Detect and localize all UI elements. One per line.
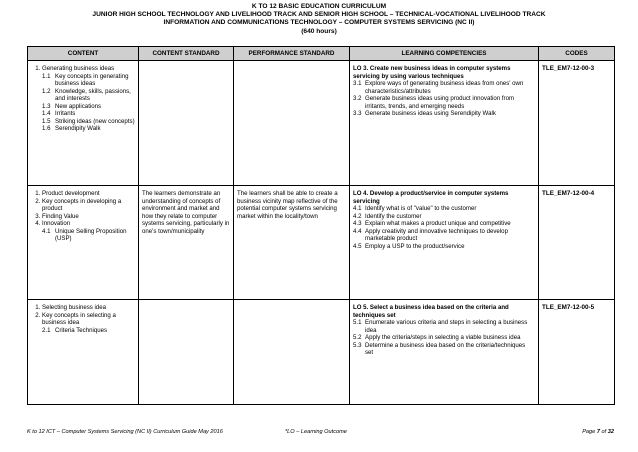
content-subitem: 1.6 Serendipity Walk	[42, 125, 101, 132]
content-item: 1. Product development	[42, 190, 135, 198]
content-cell	[28, 61, 139, 186]
competency-item: 4.2 Identify the customer	[353, 212, 422, 220]
header-hours: (640 hours)	[301, 27, 337, 35]
competency-item: 4.3 Explain what makes a product unique and competitive	[353, 220, 511, 227]
content-item: 3. Finding Value	[42, 213, 135, 221]
learning-outcome-title: LO 5. Select a business idea based on the criteria and techniques set	[353, 304, 509, 319]
competency-item: 3.3 Generate business ideas using Serendipity Walk	[353, 110, 496, 117]
table-row	[28, 61, 615, 186]
content-item: 4. Innovation 4.1 Unique Selling Proposition (USP)	[42, 220, 135, 243]
competency-item: 3.1 Explore ways of generating business ideas from ones' own characteristics/attributes	[353, 80, 524, 95]
learning-competencies-cell	[350, 300, 539, 405]
competency-item: 5.3 Determine a business idea based on the criteria/techniques set	[353, 341, 526, 356]
footer-guide-title: K to 12 ICT – Computer Systems Servicing (NC II) Curriculum Guide May 2016	[27, 429, 223, 435]
header-specialization: INFORMATION AND COMMUNICATIONS TECHNOLOGY – COMPUTER SYSTEMS SERVICING (NC II)	[163, 19, 475, 27]
learning-competencies-cell	[350, 61, 539, 186]
column-header-content-standard: CONTENT STANDARD	[139, 47, 234, 61]
footer-page-number: Page 7 of 32	[582, 429, 614, 435]
competency-item: 4.1 Identify what is of "value" to the customer	[353, 205, 477, 212]
header-track: JUNIOR HIGH SCHOOL TECHNOLOGY AND LIVELIHOOD TRACK AND SENIOR HIGH SCHOOL – TECHNICAL-VOCATIONAL LIVELIHOOD TRACK	[92, 11, 546, 19]
header-title: K TO 12 BASIC EDUCATION CURRICULUM	[251, 3, 387, 10]
content-subitem: 4.1 Unique Selling Proposition (USP)	[42, 227, 127, 242]
learning-competencies-cell	[350, 186, 539, 300]
content-subitem: 1.4 Irritants	[42, 110, 76, 117]
content-standard-cell: The learners demonstrate an understanding of concepts of environment and market and how they relate to computer systems servicing, particularly in one's town/municipality	[139, 186, 234, 300]
competency-item: 4.4 Apply creativity and innovative techniques to develop marketable product	[353, 227, 508, 242]
table-row	[28, 186, 615, 300]
performance-standard-cell	[234, 300, 350, 405]
footer-lo-note: *LO – Learning Outcome	[285, 429, 347, 435]
content-cell	[28, 300, 139, 405]
code-cell: TLE_EM7-12-00-5	[539, 300, 615, 405]
column-header-content: CONTENT	[28, 47, 139, 61]
competency-item: 3.2 Generate business ideas using product innovation from irritants, trends, and emerging needs	[353, 95, 515, 110]
content-subitem: 1.1 Key concepts in generating business ideas	[42, 72, 129, 87]
column-header-codes: CODES	[539, 47, 615, 61]
column-header-performance-standard: PERFORMANCE STANDARD	[234, 47, 350, 61]
learning-outcome-title: LO 4. Develop a product/service in computer systems servicing	[353, 190, 509, 205]
content-standard-cell	[139, 61, 234, 186]
document-header	[0, 3, 638, 36]
content-cell	[28, 186, 139, 300]
content-item: 1. Selecting business idea	[42, 304, 135, 312]
competency-item: 5.1 Enumerate various criteria and steps in selecting a business idea	[353, 319, 528, 334]
content-subitem: 1.3 New applications	[42, 102, 102, 110]
learning-outcome-title: LO 3. Create new business ideas in computer systems servicing by using various techniques	[353, 65, 511, 80]
content-item: 2. Key concepts in developing a product	[42, 198, 135, 213]
curriculum-table	[27, 46, 615, 405]
content-item: 2. Key concepts in selecting a business idea 2.1 Criteria Techniques	[42, 312, 135, 335]
code-cell: TLE_EM7-12-00-3	[539, 61, 615, 186]
content-item: 1. Generating business ideas 1.1 Key concepts in generating business ideas 1.2 Knowledge, skills, passions, and interests 1.3 New applications 1.4 Irritants 1.5 Striking ideas (new concepts) 1.6 Serendipity Walk	[42, 65, 135, 133]
competency-item: 4.5 Employ a USP to the product/service	[353, 242, 465, 250]
column-header-learning-competencies: LEARNING COMPETENCIES	[350, 47, 539, 61]
content-subitem: 2.1 Criteria Techniques	[42, 326, 108, 334]
table-row	[28, 300, 615, 405]
content-standard-cell	[139, 300, 234, 405]
table-header-row	[28, 47, 615, 61]
performance-standard-cell	[234, 61, 350, 186]
code-cell: TLE_EM7-12-00-4	[539, 186, 615, 300]
content-subitem: 1.5 Striking ideas (new concepts)	[42, 117, 135, 125]
content-subitem: 1.2 Knowledge, skills, passions, and interests	[42, 87, 131, 102]
competency-item: 5.2 Apply the criteria/steps in selecting a viable business idea	[353, 334, 521, 341]
performance-standard-cell: The learners shall be able to create a business vicinity map reflective of the potential computer systems servicing market within the locality/town	[234, 186, 350, 300]
